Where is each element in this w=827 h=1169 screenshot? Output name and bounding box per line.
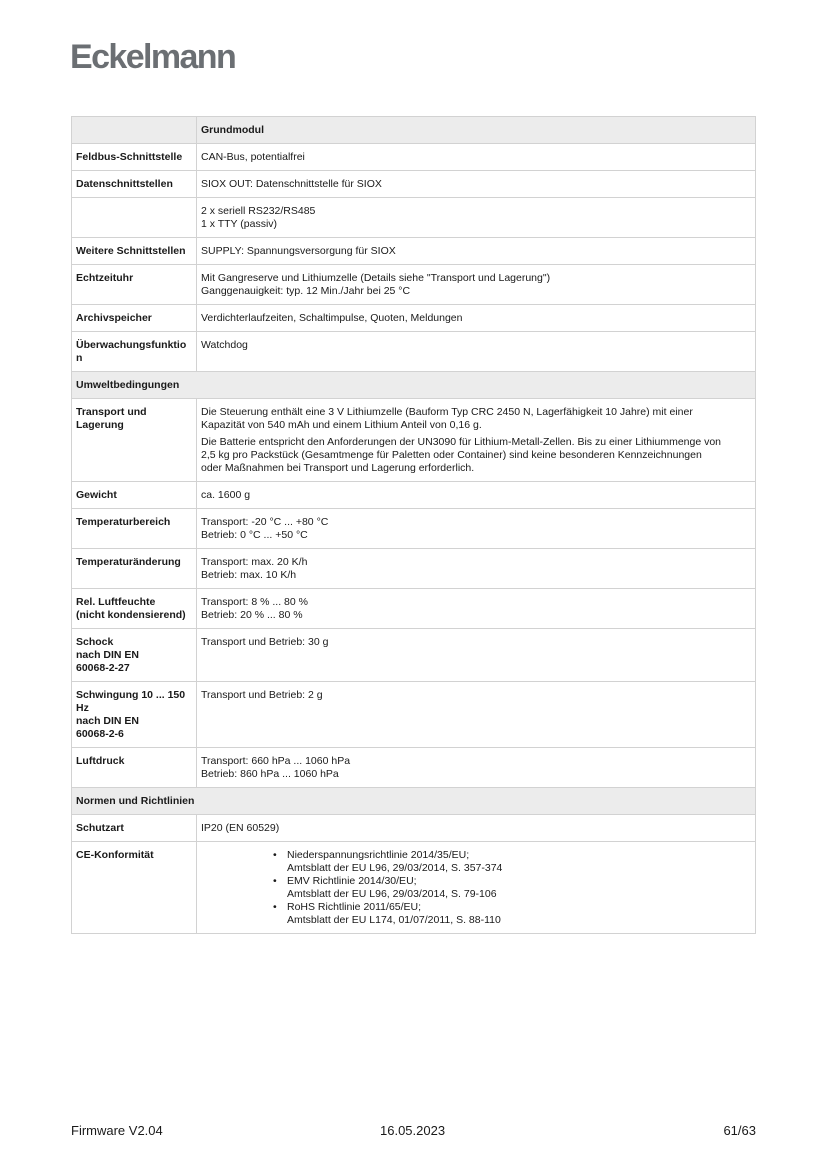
row-key: CE-Konformität	[72, 842, 197, 934]
row-value	[197, 682, 756, 748]
value-line: Verdichterlaufzeiten, Schaltimpulse, Quoten, Meldungen	[201, 312, 463, 324]
table-row	[72, 238, 756, 265]
row-key: Echtzeituhr	[72, 265, 197, 305]
row-value	[197, 842, 756, 934]
bullet-icon: •	[273, 901, 277, 913]
value-line: Transport: max. 20 K/h	[201, 556, 308, 568]
table-row	[72, 509, 756, 549]
section-row-umwelt	[72, 372, 756, 399]
value-line: oder Maßnahmen bei Transport und Lagerung erforderlich.	[201, 462, 475, 474]
row-key: Archivspeicher	[72, 305, 197, 332]
table-row	[72, 332, 756, 372]
table-header-row	[72, 117, 756, 144]
value-line: SUPPLY: Spannungsversorgung für SIOX	[201, 245, 396, 257]
row-key	[72, 549, 197, 589]
value-line: EMV Richtlinie 2014/30/EU;	[287, 875, 417, 887]
table-row	[72, 589, 756, 629]
row-key: Überwachungsfunktion	[72, 332, 197, 372]
bullet-icon: •	[273, 849, 277, 861]
row-key	[72, 399, 197, 482]
row-value	[197, 399, 756, 482]
key-line: Schock	[76, 636, 114, 648]
section-title: Umweltbedingungen	[72, 372, 756, 399]
value-line: Transport und Betrieb: 30 g	[201, 636, 329, 648]
row-value: IP20 (EN 60529)	[197, 815, 756, 842]
row-value	[197, 482, 756, 509]
key-line: nach DIN EN	[76, 715, 140, 727]
value-line: Betrieb: max. 10 K/h	[201, 569, 297, 581]
table-row	[72, 198, 756, 238]
key-line: 60068-2-27	[76, 662, 130, 674]
table-row	[72, 748, 756, 788]
row-key	[72, 682, 197, 748]
table-row	[72, 842, 756, 934]
list-item	[273, 849, 751, 875]
key-line: Hz	[76, 702, 89, 714]
value-line: Transport: 8 % ... 80 %	[201, 596, 308, 608]
value-line: Betrieb: 860 hPa ... 1060 hPa	[201, 768, 339, 780]
value-line: Amtsblatt der EU L174, 01/07/2011, S. 88-110	[287, 914, 501, 926]
row-value	[197, 549, 756, 589]
key-line: Gewicht	[76, 489, 117, 501]
value-line: Transport und Betrieb: 2 g	[201, 689, 323, 701]
row-value	[197, 509, 756, 549]
footer-page-number: 61/63	[723, 1123, 756, 1138]
value-line: Niederspannungsrichtlinie 2014/35/EU;	[287, 849, 470, 861]
key-line: Schwingung 10 ... 150	[76, 689, 186, 701]
spec-table	[71, 116, 756, 934]
value-line: RoHS Richtlinie 2011/65/EU;	[287, 901, 422, 913]
row-value	[197, 198, 756, 238]
row-key	[72, 748, 197, 788]
bullet-icon: •	[273, 875, 277, 887]
row-value	[197, 629, 756, 682]
list-item	[273, 901, 751, 927]
value-line: Kapazität von 540 mAh und einem Lithium Anteil von 0,16 g.	[201, 419, 482, 431]
value-line: Watchdog	[201, 339, 248, 351]
footer-firmware: Firmware V2.04	[71, 1123, 163, 1138]
row-key	[72, 509, 197, 549]
key-line: Rel. Luftfeuchte	[76, 596, 156, 608]
value-line: Die Steuerung enthält eine 3 V Lithiumzelle (Bauform Typ CRC 2450 N, Lagerfähigkeit 10 Jahre) mit einer	[201, 406, 693, 418]
row-key: Datenschnittstellen	[72, 171, 197, 198]
key-line: Transport und	[76, 406, 147, 418]
value-line: Amtsblatt der EU L96, 29/03/2014, S. 79-106	[287, 888, 497, 900]
value-line: Transport: 660 hPa ... 1060 hPa	[201, 755, 351, 767]
row-value	[197, 171, 756, 198]
value-line: Die Batterie entspricht den Anforderungen der UN3090 für Lithium-Metall-Zellen. Bis zu einer Lithiummenge von	[201, 436, 722, 448]
footer-date: 16.05.2023	[380, 1123, 446, 1138]
value-line: Amtsblatt der EU L96, 29/03/2014, S. 357-374	[287, 862, 503, 874]
header-value-cell: Grundmodul	[197, 117, 756, 144]
row-value	[197, 265, 756, 305]
value-line: Mit Gangreserve und Lithiumzelle (Details siehe "Transport und Lagerung")	[201, 272, 551, 284]
value-line: 2 x seriell RS232/RS485	[201, 205, 316, 217]
row-value	[197, 332, 756, 372]
key-line: (nicht kondensierend)	[76, 609, 186, 621]
row-value	[197, 238, 756, 265]
table-row	[72, 399, 756, 482]
value-line: Betrieb: 0 °C ... +50 °C	[201, 529, 308, 541]
table-row	[72, 682, 756, 748]
table-row	[72, 171, 756, 198]
key-line: 60068-2-6	[76, 728, 124, 740]
row-key	[72, 198, 197, 238]
row-value	[197, 589, 756, 629]
row-key: Schutzart	[72, 815, 197, 842]
table-row	[72, 549, 756, 589]
row-key	[72, 482, 197, 509]
directive-list	[201, 849, 751, 927]
value-line: 1 x TTY (passiv)	[201, 218, 278, 230]
value-line: Betrieb: 20 % ... 80 %	[201, 609, 303, 621]
key-line: Luftdruck	[76, 755, 125, 767]
list-item	[273, 875, 751, 901]
table-row	[72, 265, 756, 305]
section-title: Normen und Richtlinien	[72, 788, 756, 815]
value-line: Transport: -20 °C ... +80 °C	[201, 516, 329, 528]
value-line: SIOX OUT: Datenschnittstelle für SIOX	[201, 178, 382, 190]
key-line: Temperaturänderung	[76, 556, 181, 568]
section-row-normen	[72, 788, 756, 815]
table-row	[72, 629, 756, 682]
header-label-cell	[72, 117, 197, 144]
row-value	[197, 144, 756, 171]
table-row	[72, 815, 756, 842]
value-line: CAN-Bus, potentialfrei	[201, 151, 305, 163]
value-line: Ganggenauigkeit: typ. 12 Min./Jahr bei 25 °C	[201, 285, 411, 297]
battery-paragraph	[201, 406, 751, 432]
row-key	[72, 629, 197, 682]
company-logo: Eckelmann	[70, 38, 236, 76]
row-key	[72, 589, 197, 629]
key-line: Lagerung	[76, 419, 124, 431]
key-line: nach DIN EN	[76, 649, 140, 661]
row-value	[197, 305, 756, 332]
value-line: ca. 1600 g	[201, 489, 251, 501]
value-line: 2,5 kg pro Packstück (Gesamtmenge für Paletten oder Container) sind keine besonderen Kennzeichnungen	[201, 449, 702, 461]
row-key: Weitere Schnittstellen	[72, 238, 197, 265]
table-row	[72, 144, 756, 171]
table-row	[72, 482, 756, 509]
row-key: Feldbus-Schnittstelle	[72, 144, 197, 171]
battery-paragraph	[201, 436, 751, 475]
key-line: Temperaturbereich	[76, 516, 171, 528]
table-row	[72, 305, 756, 332]
row-value	[197, 748, 756, 788]
